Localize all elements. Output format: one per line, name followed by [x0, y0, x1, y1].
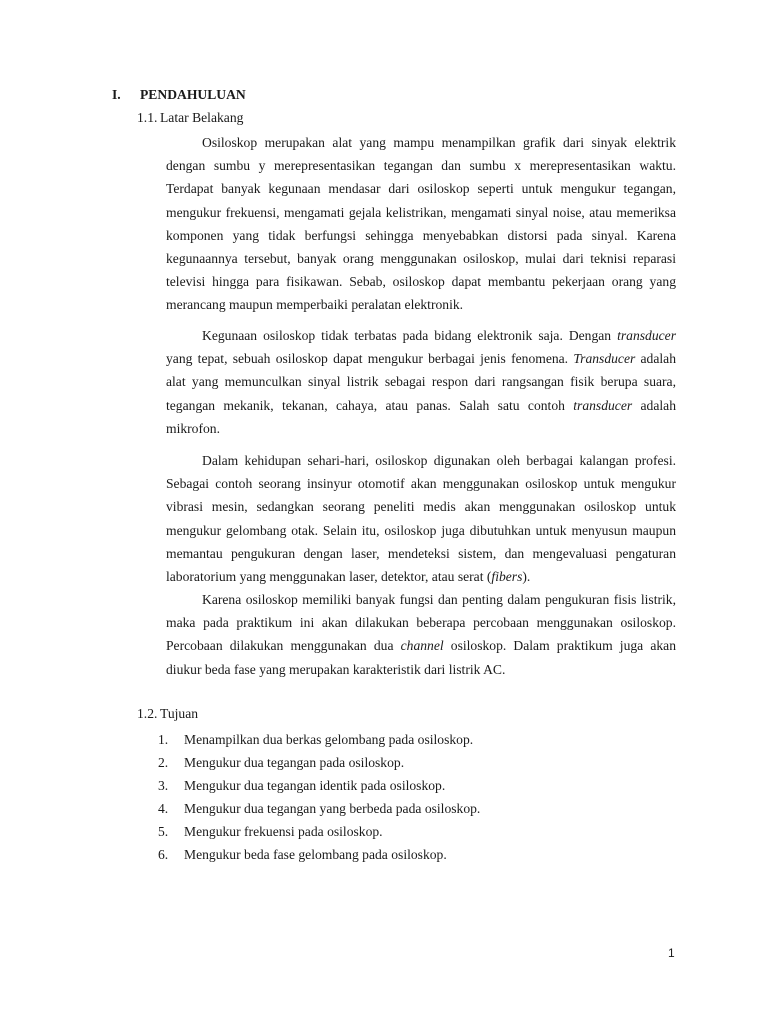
- subsection-title: Tujuan: [160, 706, 199, 721]
- section-title: PENDAHULUAN: [140, 87, 246, 102]
- paragraph-text: adalah alat yang memunculkan sinyal listrik sebagai respon dari rangsangan fisik berupa suara, tegangan mekanik, tekanan, cahaya, atau panas. Salah satu contoh: [166, 351, 676, 413]
- paragraph-text: ).: [522, 569, 531, 585]
- list-text: Mengukur frekuensi pada osiloskop.: [184, 824, 383, 840]
- paragraph-text: osiloskop. Dalam praktikum juga akan diukur beda fase yang merupakan karakteristik dari listrik AC.: [166, 638, 676, 677]
- subsection-heading-background: [137, 110, 243, 126]
- list-item: [158, 797, 480, 820]
- paragraph-text: Karena osiloskop memiliki banyak fungsi dan penting dalam pengukuran fisis listrik, maka pada praktikum ini akan dilakukan beberapa percobaan menggunakan osiloskop. Percobaan dilakukan menggunakan dua: [166, 592, 676, 654]
- list-number: 1.: [158, 732, 169, 747]
- list-item: [158, 751, 480, 774]
- paragraph-text: Osiloskop merupakan alat yang mampu menampilkan grafik dari sinyak elektrik dengan sumbu y merepresentasikan tegangan dan sumbu x merepresentasikan waktu. Terdapat banyak kegunaan mendasar dari osiloskop seperti untuk mengukur tegangan, mengukur frekuensi, mengamati gejala kelistrikan, mengamati sinyal noise, atau memeriksa komponen yang tidak berfungsi sehingga menyebabkan distorsi pada sinyal. Karena kegunaannya tersebut, banyak orang menggunakan osiloskop, mulai dari teknisi reparasi televisi hingga para fisikawan. Sebab, osiloskop dapat membantu pekerjaan orang yang merancang maupun memperbaiki peralatan elektronik.: [166, 135, 676, 313]
- list-text: Mengukur dua tegangan yang berbeda pada osiloskop.: [184, 801, 481, 817]
- subsection-heading-objectives: [137, 706, 198, 722]
- paragraph-4: [166, 588, 676, 681]
- italic-term: transducer: [617, 328, 676, 343]
- objectives-list: [158, 728, 480, 867]
- italic-term: fibers: [491, 569, 523, 585]
- paragraph-1: [166, 131, 676, 317]
- subsection-number: 1.1.: [137, 110, 158, 125]
- italic-term: transducer: [573, 397, 633, 413]
- paragraph-3: [166, 449, 676, 588]
- list-item: [158, 820, 480, 843]
- subsection-title: Latar Belakang: [160, 110, 244, 125]
- subsection-number: 1.2.: [137, 706, 158, 721]
- list-number: 4.: [158, 801, 169, 817]
- list-number: 5.: [158, 824, 169, 840]
- list-item: [158, 774, 480, 797]
- section-heading: [112, 87, 246, 103]
- page-number: 1: [668, 946, 675, 960]
- list-text: Mengukur dua tegangan identik pada osiloskop.: [184, 778, 446, 794]
- list-number: 3.: [158, 778, 169, 794]
- list-number: 2.: [158, 755, 169, 771]
- list-item: [158, 728, 480, 751]
- paragraph-text: adalah mikrofon.: [166, 397, 676, 436]
- list-number: 6.: [158, 847, 169, 863]
- paragraph-text: yang tepat, sebuah osiloskop dapat mengukur berbagai jenis fenomena.: [166, 351, 574, 367]
- list-text: Menampilkan dua berkas gelombang pada osiloskop.: [184, 732, 474, 747]
- italic-term: channel: [400, 638, 444, 654]
- list-text: Mengukur dua tegangan pada osiloskop.: [184, 755, 405, 771]
- paragraph-text: Dalam kehidupan sehari-hari, osiloskop digunakan oleh berbagai kalangan profesi. Sebagai contoh seorang insinyur otomotif akan menggunakan osiloskop untuk mengukur vibrasi mesin, sedangkan seorang peneliti medis akan menggunakan osiloskop untuk mengukur gelombang otak. Selain itu, osiloskop juga dibutuhkan untuk menyusun maupun memantau pengukuran dengan laser, mendeteksi sistem, dan mengevaluasi pengaturan laboratorium yang menggunakan laser, detektor, atau serat (: [166, 453, 676, 585]
- section-number: I.: [112, 87, 121, 102]
- paragraph-text: Kegunaan osiloskop tidak terbatas pada bidang elektronik saja. Dengan: [202, 328, 618, 343]
- italic-term: Transducer: [573, 351, 636, 367]
- list-text: Mengukur beda fase gelombang pada osiloskop.: [184, 847, 447, 863]
- list-item: [158, 843, 480, 866]
- paragraph-2: [166, 324, 676, 440]
